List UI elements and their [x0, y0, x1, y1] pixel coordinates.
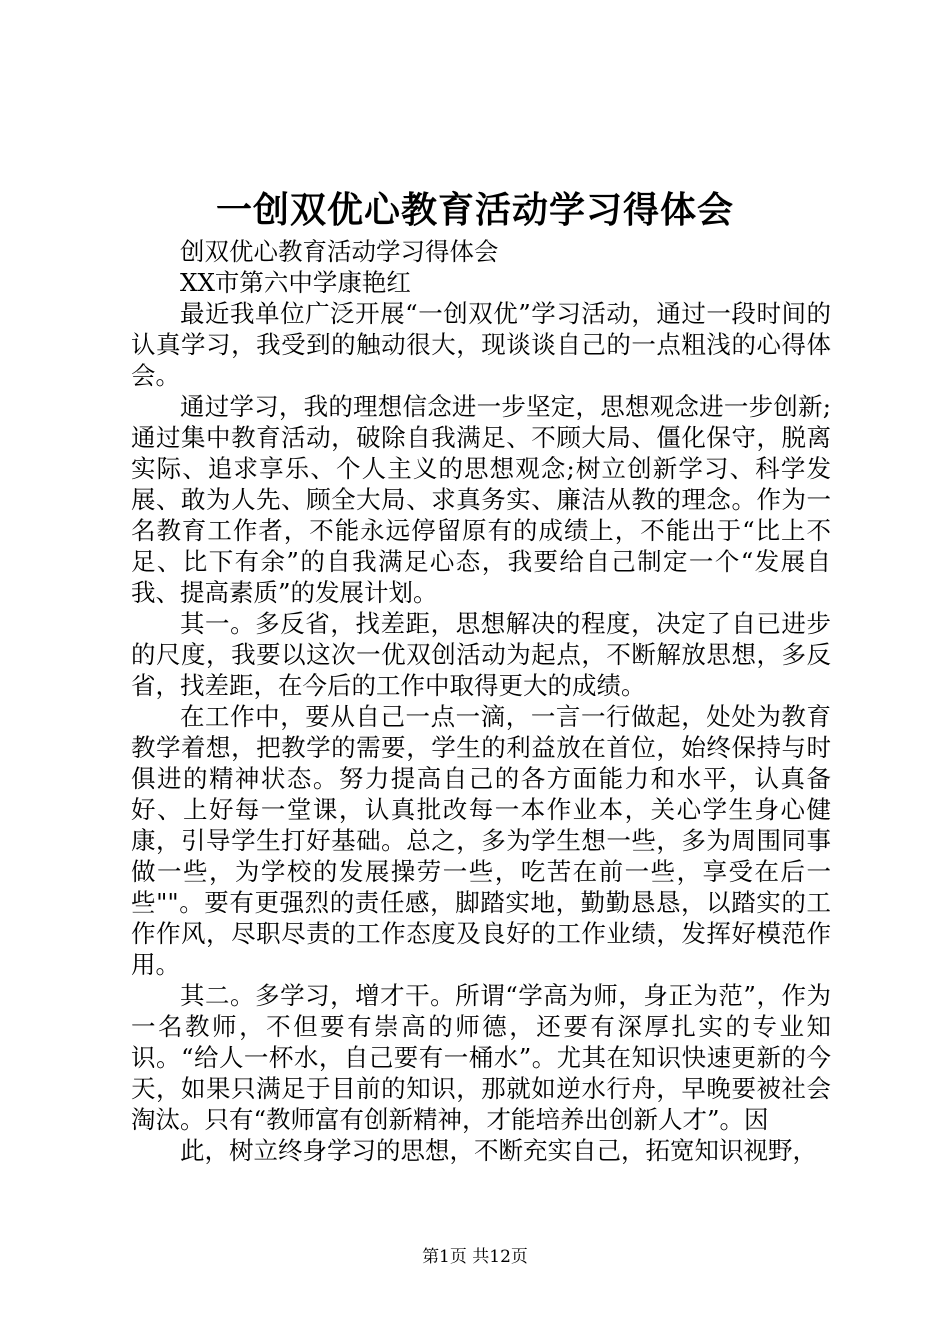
body-paragraph: 在工作中，要从自己一点一滴，一言一行做起，处处为教育教学着想，把教学的需要，学生的利益放在首位，始终保持与时俱进的精神状态。努力提高自己的各方面能力和水平，认真备好、上好每一堂课，认真批改每一本作业本，关心学生身心健康，引导学生打好基础。总之，多为学生想一些，多为周围同事做一些，为学校的发展操劳一些，吃苦在前一些，享受在后一些""。要有更强烈的责任感，脚踏实地，勤勤恳恳，以踏实的工作作风，尽职尽责的工作态度及良好的工作业绩，发挥好模范作用。: [131, 702, 831, 979]
body-paragraph: 其一。多反省，找差距，思想解决的程度，决定了自已进步的尺度，我要以这次一优双创活动为起点，不断解放思想，多反省，找差距，在今后的工作中取得更大的成绩。: [131, 609, 831, 700]
body-paragraph: 其二。多学习，增才干。所谓“学高为师，身正为范”，作为一名教师，不但要有崇高的师德，还要有深厚扎实的专业知识。“给人一杯水，自己要有一桶水”。尤其在知识快速更新的今天，如果只满足于目前的知识，那就如逆水行舟，早晚要被社会淘汰。只有“教师富有创新精神，才能培养出创新人才”。因: [131, 981, 831, 1134]
document-title: 一创双优心教育活动学习得体会: [215, 189, 734, 231]
body-paragraph: 通过学习，我的理想信念进一步坚定，思想观念进一步创新;通过集中教育活动，破除自我满足、不顾大局、僵化保守，脱离实际、追求享乐、个人主义的思想观念;树立创新学习、科学发展、敢为人先、顾全大局、求真务实、廉洁从教的理念。作为一名教育工作者，不能永远停留原有的成绩上，不能出于“比上不足、比下有余”的自我满足心态，我要给自己制定一个“发展自我、提高素质”的发展计划。: [131, 392, 831, 607]
page-number-footer: 第1页 共12页: [422, 1247, 528, 1267]
subtitle-paragraph: 创双优心教育活动学习得体会: [180, 237, 499, 266]
body-paragraph: 此，树立终身学习的思想，不断充实自己，拓宽知识视野，: [180, 1136, 817, 1165]
body-paragraph: 最近我单位广泛开展“一创双优”学习活动，通过一段时间的认真学习，我受到的触动很大，现谈谈自己的一点粗浅的心得体会。: [131, 299, 831, 390]
document-body: [131, 236, 831, 1166]
author-line: XX市第六中学康艳红: [180, 268, 411, 297]
